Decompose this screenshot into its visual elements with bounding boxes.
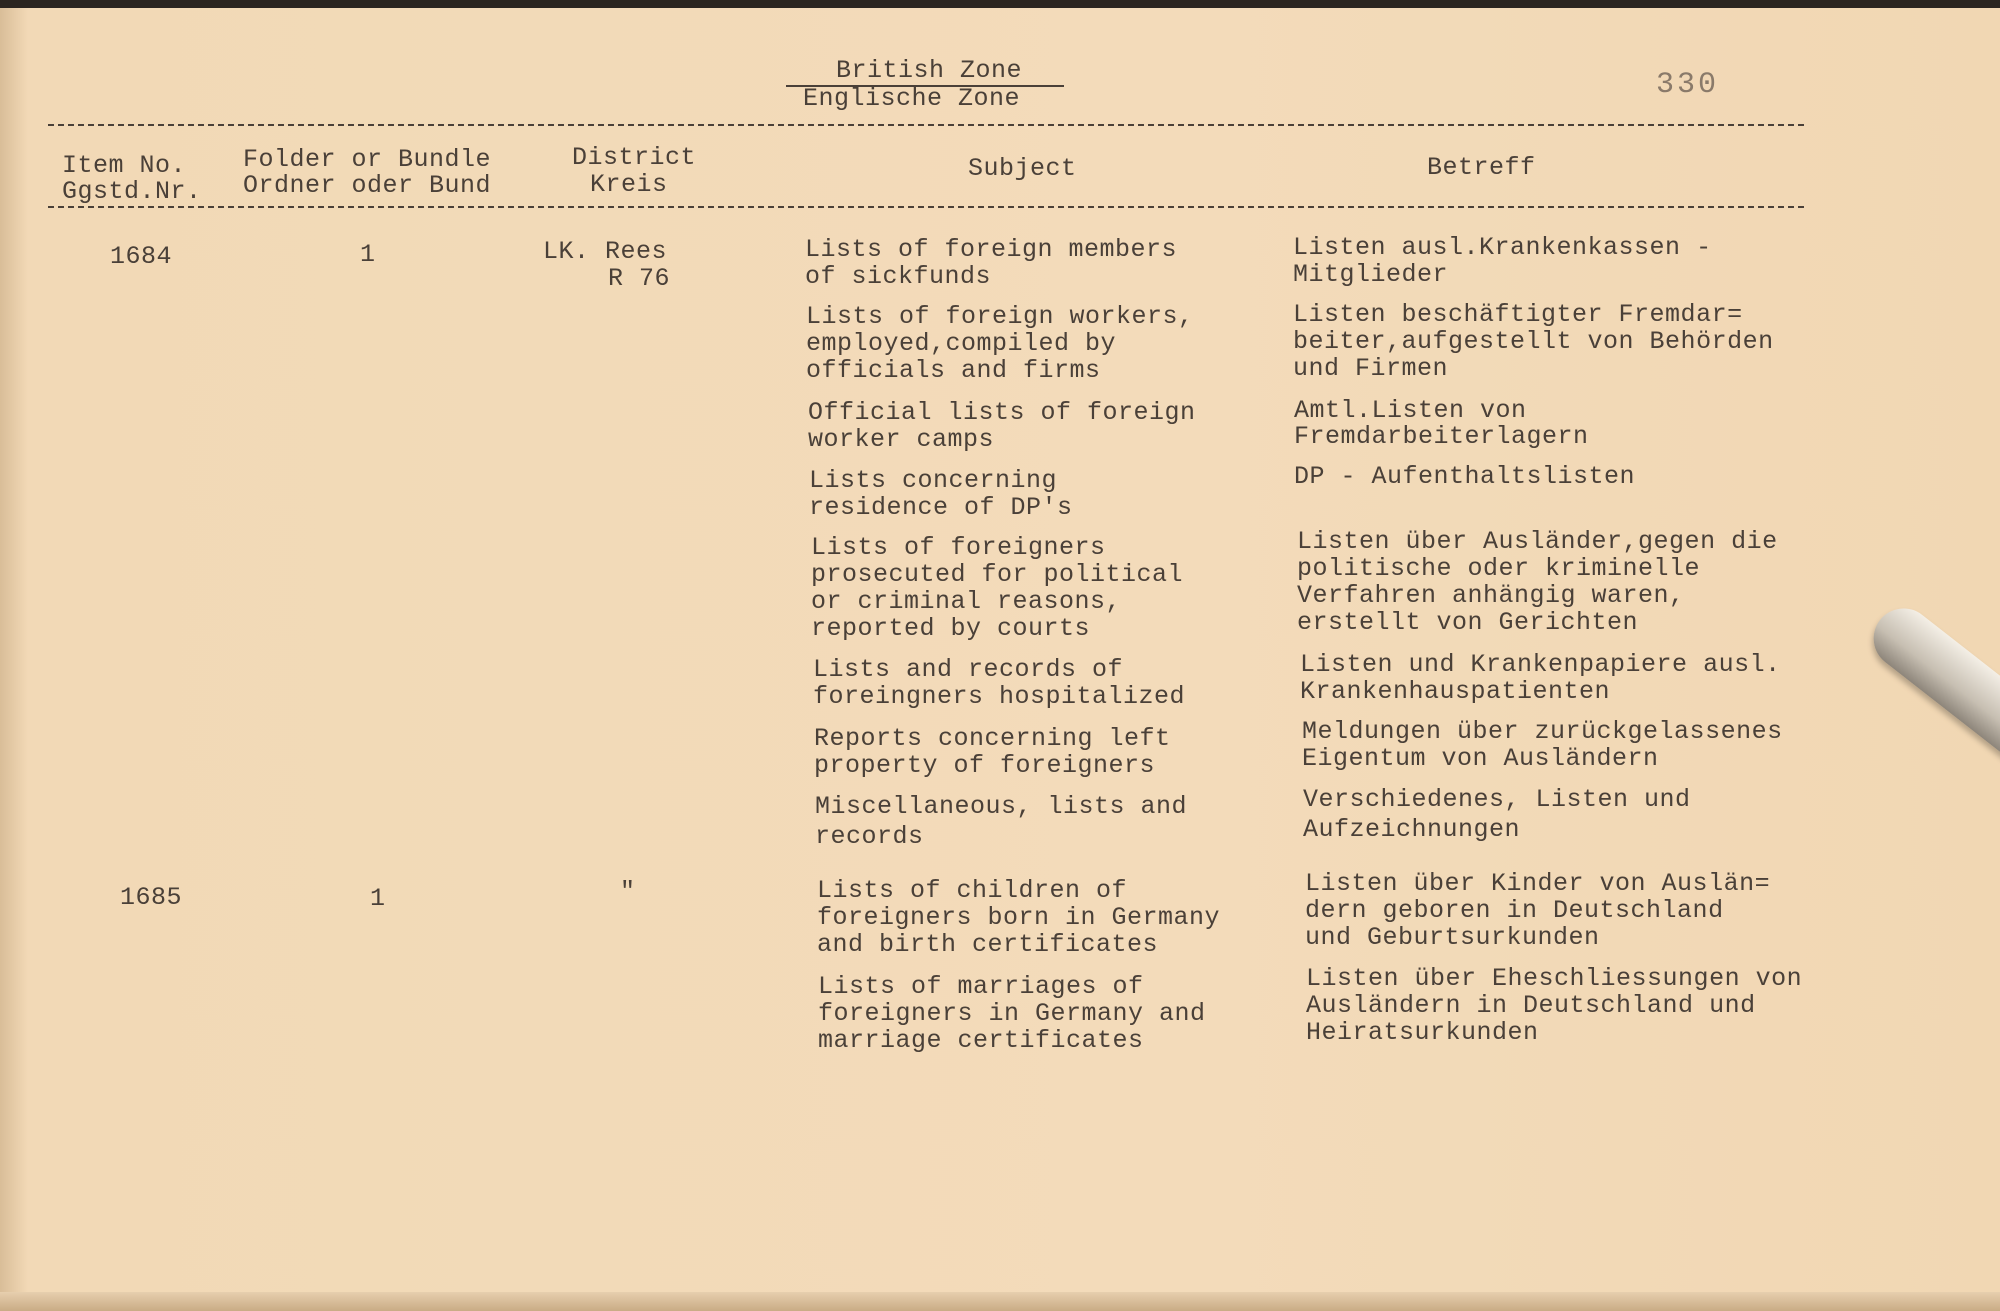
subject-line: worker camps [808,425,995,454]
betreff-line: Verschiedenes, Listen und [1303,785,1691,814]
zone-title-de: Englische Zone [803,84,1021,113]
subject-line: of sickfunds [805,262,992,291]
subject-line: officials and firms [806,356,1101,385]
subject-line: property of foreigners [814,751,1156,780]
betreff-line: Listen über Kinder von Auslän= [1305,869,1771,898]
subject-line: Lists of foreign members [805,235,1178,264]
col-subject: Subject [968,154,1077,183]
col-folder-en: Folder or Bundle [243,145,492,174]
betreff-line: und Firmen [1293,354,1449,383]
subject-line: Official lists of foreign [808,398,1196,427]
betreff-line: Amtl.Listen von [1294,396,1527,425]
betreff-line: Ausländern in Deutschland und [1306,991,1756,1020]
subject-line: foreigners born in Germany [817,903,1221,932]
district-ditto: " [620,877,636,906]
betreff-line: beiter,aufgestellt von Behörden [1293,327,1774,356]
betreff-line: Listen über Ausländer,gegen die [1297,527,1778,556]
col-district-en: District [572,143,697,172]
betreff-line: erstellt von Gerichten [1297,608,1639,637]
betreff-line: und Geburtsurkunden [1305,923,1600,952]
col-item-en: Item No. [62,151,187,180]
betreff-line: Heiratsurkunden [1306,1018,1539,1047]
zone-title-en: British Zone [836,56,1023,85]
district-code: R 76 [608,264,671,293]
subject-line: Lists and records of [813,655,1124,684]
subject-line: employed,compiled by [806,329,1117,358]
betreff-line: Eigentum von Ausländern [1302,744,1659,773]
header-rule-bottom [48,206,1804,208]
betreff-line: Meldungen über zurückgelassenes [1302,717,1783,746]
item-number: 1685 [120,883,183,912]
folder-number: 1 [370,884,386,913]
subject-line: Lists of foreign workers, [806,302,1194,331]
col-betreff: Betreff [1427,153,1536,182]
betreff-line: Aufzeichnungen [1303,815,1521,844]
subject-line: residence of DP's [809,493,1073,522]
folder-number: 1 [360,240,376,269]
subject-line: reported by courts [811,614,1091,643]
betreff-line: politische oder kriminelle [1297,554,1701,583]
subject-line: marriage certificates [818,1026,1144,1055]
item-number: 1684 [110,242,173,271]
subject-line: foreingners hospitalized [813,682,1186,711]
page-number: 330 [1656,68,1720,102]
subject-line: Reports concerning left [814,724,1171,753]
betreff-line: dern geboren in Deutschland [1305,896,1724,925]
subject-line: and birth certificates [817,930,1159,959]
betreff-line: Listen und Krankenpapiere ausl. [1300,650,1781,679]
subject-line: or criminal reasons, [811,587,1122,616]
betreff-line: Listen über Eheschliessungen von [1306,964,1803,993]
subject-line: prosecuted for political [811,560,1184,589]
col-folder-de: Ordner oder Bund [243,171,492,200]
subject-line: foreigners in Germany and [818,999,1206,1028]
subject-line: Lists of marriages of [818,972,1144,1001]
header-rule-top [48,124,1804,126]
top-edge [0,0,2000,8]
betreff-line: Mitglieder [1293,260,1449,289]
subject-line: Lists of foreigners [811,533,1106,562]
col-item-de: Ggstd.Nr. [62,177,202,206]
col-district-de: Kreis [590,170,668,199]
subject-line: Miscellaneous, lists and [815,792,1188,821]
subject-line: Lists of children of [817,876,1128,905]
betreff-line: Fremdarbeiterlagern [1294,422,1589,451]
betreff-line: Listen beschäftigter Fremdar= [1293,300,1743,329]
betreff-line: Krankenhauspatienten [1300,677,1611,706]
bottom-edge [0,1292,2000,1311]
subject-line: records [815,822,924,851]
betreff-line: DP - Aufenthaltslisten [1294,462,1636,491]
subject-line: Lists concerning [809,466,1058,495]
district-name: LK. Rees [543,237,668,266]
betreff-line: Listen ausl.Krankenkassen - [1293,233,1712,262]
betreff-line: Verfahren anhängig waren, [1297,581,1685,610]
